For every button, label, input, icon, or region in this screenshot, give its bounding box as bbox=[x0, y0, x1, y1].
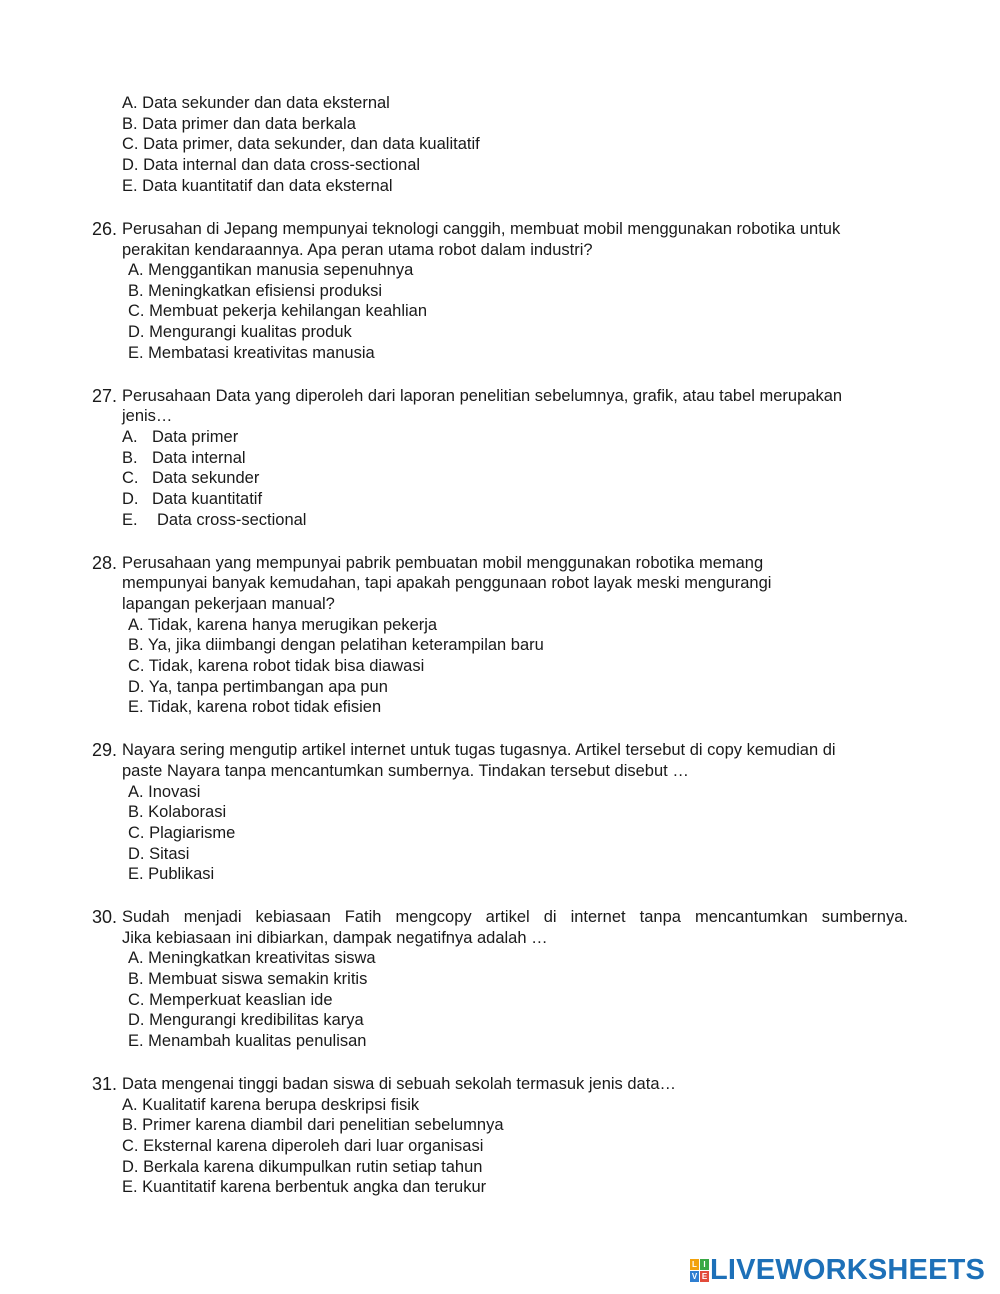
option-e[interactable]: E. Kuantitatif karena berbentuk angka dan terukur bbox=[122, 1178, 487, 1196]
option-e[interactable]: E. Menambah kualitas penulisan bbox=[128, 1032, 367, 1050]
question-text: Sudah menjadi kebiasaan Fatih mengcopy artikel di internet tanpa mencantumkan sumbernya. bbox=[122, 908, 908, 926]
logo-block: V bbox=[691, 1271, 698, 1281]
option-a[interactable]: A. Menggantikan manusia sepenuhnya bbox=[128, 261, 414, 279]
option-b[interactable]: B. Data primer dan data berkala bbox=[122, 115, 356, 133]
question-text: Perusahaan yang mempunyai pabrik pembuatan mobil menggunakan robotika memang bbox=[122, 554, 764, 572]
option-e[interactable]: E. Membatasi kreativitas manusia bbox=[128, 344, 375, 362]
option-c[interactable]: C. Data primer, data sekunder, dan data kualitatif bbox=[122, 135, 480, 153]
option-d[interactable]: D. Sitasi bbox=[128, 845, 190, 863]
option-d[interactable]: D. Mengurangi kualitas produk bbox=[128, 323, 352, 341]
option-d-letter[interactable]: D. bbox=[122, 490, 139, 508]
option-b[interactable]: B. Ya, jika diimbangi dengan pelatihan keterampilan baru bbox=[128, 636, 544, 654]
option-b[interactable]: Data internal bbox=[152, 449, 246, 467]
question-number: 31. bbox=[92, 1074, 118, 1094]
option-c[interactable]: C. Membuat pekerja kehilangan keahlian bbox=[128, 302, 428, 320]
logo-block: L bbox=[690, 1259, 699, 1270]
option-e[interactable]: E. Tidak, karena robot tidak efisien bbox=[128, 698, 382, 716]
option-a[interactable]: A. Inovasi bbox=[128, 783, 201, 801]
question-text: Jika kebiasaan ini dibiarkan, dampak negatifnya adalah … bbox=[122, 929, 548, 947]
question-text: Perusahan di Jepang mempunyai teknologi canggih, membuat mobil menggunakan robotika untuk bbox=[122, 220, 841, 238]
question-number: 27. bbox=[92, 386, 118, 406]
option-b[interactable]: B. Kolaborasi bbox=[128, 803, 227, 821]
option-b[interactable]: B. Meningkatkan efisiensi produksi bbox=[128, 282, 383, 300]
option-b[interactable]: B. Membuat siswa semakin kritis bbox=[128, 970, 368, 988]
option-e[interactable]: Data cross-sectional bbox=[157, 511, 307, 529]
option-b[interactable]: B. Primer karena diambil dari penelitian sebelumnya bbox=[122, 1116, 504, 1134]
option-c[interactable]: C. Plagiarisme bbox=[128, 824, 236, 842]
logo-blocks-icon bbox=[690, 1259, 709, 1282]
question-number: 26. bbox=[92, 219, 118, 239]
question-text: Data mengenai tinggi badan siswa di sebuah sekolah termasuk jenis data… bbox=[122, 1075, 676, 1093]
liveworksheets-logo[interactable] bbox=[690, 1254, 985, 1286]
option-a[interactable]: A. Kualitatif karena berupa deskripsi fisik bbox=[122, 1096, 420, 1114]
logo-text: LIVEWORKSHEETS bbox=[710, 1254, 986, 1286]
question-number: 30. bbox=[92, 907, 118, 927]
option-c[interactable]: C. Memperkuat keaslian ide bbox=[128, 991, 333, 1009]
option-d[interactable]: D. Data internal dan data cross-sectional bbox=[122, 156, 421, 174]
option-a-letter[interactable]: A. bbox=[122, 428, 138, 446]
option-a[interactable]: A. Data sekunder dan data eksternal bbox=[122, 94, 390, 112]
option-e-letter[interactable]: E. bbox=[122, 511, 138, 529]
question-text: mempunyai banyak kemudahan, tapi apakah penggunaan robot layak meski mengurangi bbox=[122, 574, 772, 592]
option-e[interactable]: E. Publikasi bbox=[128, 865, 215, 883]
logo-block: E bbox=[701, 1271, 708, 1281]
option-c[interactable]: C. Eksternal karena diperoleh dari luar organisasi bbox=[122, 1137, 484, 1155]
question-number: 29. bbox=[92, 740, 118, 760]
question-text: paste Nayara tanpa mencantumkan sumbernya. Tindakan tersebut disebut … bbox=[122, 762, 689, 780]
logo-block: I bbox=[700, 1259, 709, 1270]
option-a[interactable]: A. Meningkatkan kreativitas siswa bbox=[128, 949, 376, 967]
option-b-letter[interactable]: B. bbox=[122, 449, 138, 467]
option-e[interactable]: E. Data kuantitatif dan data eksternal bbox=[122, 177, 393, 195]
option-c[interactable]: Data sekunder bbox=[152, 469, 260, 487]
option-d[interactable]: Data kuantitatif bbox=[152, 490, 263, 508]
question-text: Nayara sering mengutip artikel internet untuk tugas tugasnya. Artikel tersebut di copy kemudian di bbox=[122, 741, 836, 759]
option-c-letter[interactable]: C. bbox=[122, 469, 139, 487]
option-a[interactable]: Data primer bbox=[152, 428, 239, 446]
question-text: jenis… bbox=[122, 407, 173, 425]
question-number: 28. bbox=[92, 553, 118, 573]
question-text: perakitan kendaraannya. Apa peran utama robot dalam industri? bbox=[122, 241, 593, 259]
option-d[interactable]: D. Ya, tanpa pertimbangan apa pun bbox=[128, 678, 388, 696]
question-text: Perusahaan Data yang diperoleh dari laporan penelitian sebelumnya, grafik, atau tabel merupakan bbox=[122, 387, 843, 405]
option-d[interactable]: D. Mengurangi kredibilitas karya bbox=[128, 1011, 364, 1029]
option-d[interactable]: D. Berkala karena dikumpulkan rutin setiap tahun bbox=[122, 1158, 483, 1176]
option-c[interactable]: C. Tidak, karena robot tidak bisa diawasi bbox=[128, 657, 425, 675]
option-a[interactable]: A. Tidak, karena hanya merugikan pekerja bbox=[128, 616, 438, 634]
question-text: lapangan pekerjaan manual? bbox=[122, 595, 335, 613]
